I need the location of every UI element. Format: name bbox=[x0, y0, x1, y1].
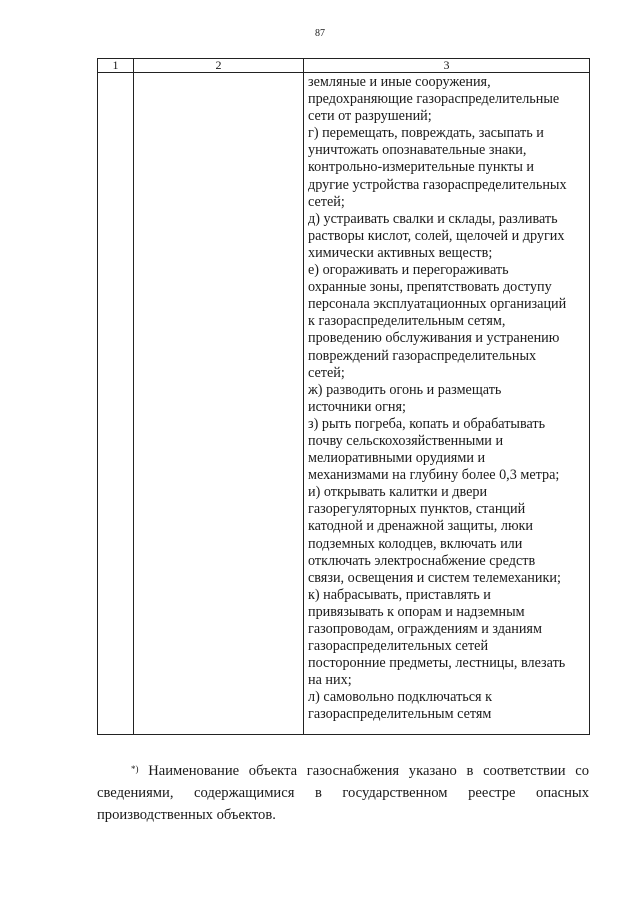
text-line: растворы кислот, солей, щелочей и других bbox=[308, 227, 565, 244]
requirements-table bbox=[97, 58, 590, 735]
table-header-row bbox=[98, 59, 590, 73]
footnote bbox=[97, 760, 589, 826]
text-line: д) устраивать свалки и склады, разливать bbox=[308, 210, 558, 227]
text-line: связи, освещения и систем телемеханики; bbox=[308, 569, 561, 586]
table-cell-col1 bbox=[98, 73, 134, 735]
text-line: уничтожать опознавательные знаки, bbox=[308, 142, 527, 159]
text-line: другие устройства газораспределительных bbox=[308, 176, 567, 193]
text-line: з) рыть погреба, копать и обрабатывать bbox=[308, 415, 546, 432]
text-line: газорегуляторных пунктов, станций bbox=[308, 501, 526, 518]
column-header-2: 2 bbox=[134, 59, 304, 73]
text-line: к) набрасывать, приставлять и bbox=[308, 586, 491, 603]
footnote-line-1 bbox=[97, 760, 589, 782]
text-line: повреждений газораспределительных bbox=[308, 347, 537, 364]
table-row bbox=[98, 73, 590, 735]
text-line: и) открывать калитки и двери bbox=[308, 484, 488, 501]
text-line: контрольно-измерительные пункты и bbox=[308, 159, 535, 176]
text-line: катодной и дренажной защиты, люки bbox=[308, 518, 534, 535]
text-line: к газораспределительным сетям, bbox=[308, 313, 506, 330]
text-line: посторонние предметы, лестницы, влезать bbox=[308, 655, 566, 672]
text-line: мелиоративными орудиями и bbox=[308, 450, 486, 467]
footnote-line-3: производственных объектов. bbox=[97, 807, 276, 823]
text-line: проведению обслуживания и устранению bbox=[308, 330, 560, 347]
column-header-3: 3 bbox=[304, 59, 590, 73]
text-line: охранные зоны, препятствовать доступу bbox=[308, 279, 552, 296]
page-number: 87 bbox=[315, 28, 325, 39]
footnote-text-1: Наименование объекта газоснабжения указано в соответствии со bbox=[148, 763, 589, 779]
text-line: сетей; bbox=[308, 193, 345, 210]
text-line: е) огораживать и перегораживать bbox=[308, 262, 509, 279]
text-line: подземных колодцев, включать или bbox=[308, 535, 523, 552]
text-line: привязывать к опорам и надземным bbox=[308, 603, 525, 620]
footnote-line-2: сведениями, содержащимися в государственном реестре опасных bbox=[97, 785, 589, 801]
text-line: газораспределительным сетям bbox=[308, 706, 492, 723]
column-header-1: 1 bbox=[98, 59, 134, 73]
table-cell-col2 bbox=[134, 73, 304, 735]
text-line: отключать электроснабжение средств bbox=[308, 552, 536, 569]
text-line: ж) разводить огонь и размещать bbox=[308, 381, 502, 398]
text-line: газопроводам, ограждениям и зданиям bbox=[308, 621, 542, 637]
text-line: почву сельскохозяйственными и bbox=[308, 432, 504, 449]
footnote-marker: *) bbox=[131, 764, 139, 774]
text-line: механизмами на глубину более 0,3 метра; bbox=[308, 467, 560, 484]
text-line: земляные и иные сооружения, bbox=[308, 74, 491, 90]
text-line: газораспределительных сетей bbox=[308, 638, 489, 655]
text-line: предохраняющие газораспределительные bbox=[308, 91, 560, 108]
text-line: на них; bbox=[308, 672, 352, 689]
text-line: сетей; bbox=[308, 364, 345, 381]
text-line: сети от разрушений; bbox=[308, 108, 432, 125]
text-line: источники огня; bbox=[308, 398, 406, 415]
text-line: химически активных веществ; bbox=[308, 244, 493, 261]
text-line: г) перемещать, повреждать, засыпать и bbox=[308, 125, 544, 142]
restrictions-text bbox=[308, 74, 587, 724]
text-line: персонала эксплуатационных организаций bbox=[308, 296, 567, 313]
text-line: л) самовольно подключаться к bbox=[308, 689, 493, 706]
table-cell-col3 bbox=[304, 73, 590, 735]
